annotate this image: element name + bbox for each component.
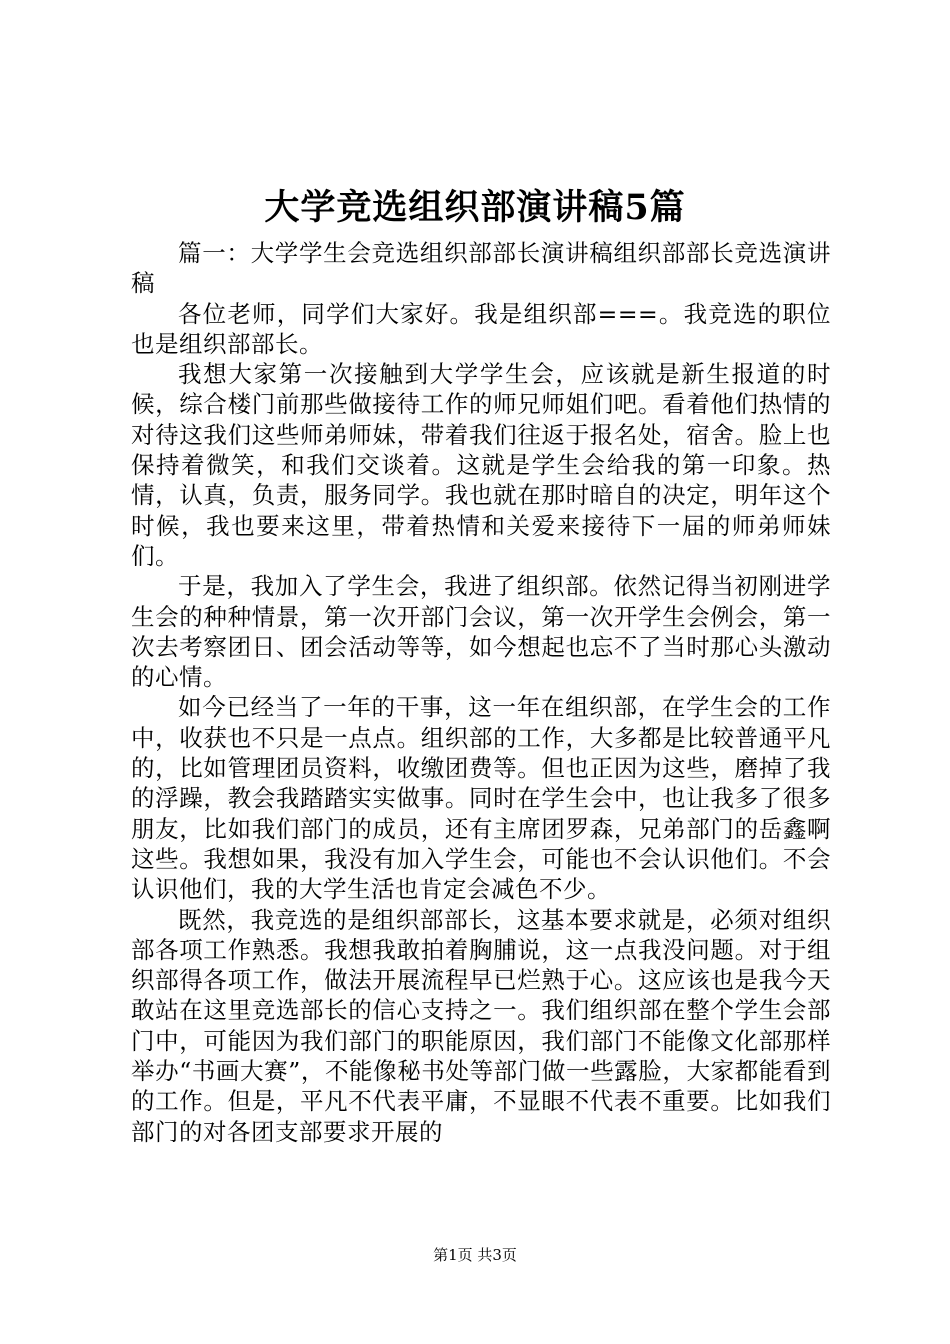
paragraph: 我想大家第一次接触到大学学生会，应该就是新生报道的时候，综合楼门前那些做接待工作的师兄师姐们吧。看着他们热情的对待这我们这些师弟师妹，带着我们往返于报名处，宿舍。脸上也保持着微笑，和我们交谈着。这就是学生会给我的第一印象。热情，认真，负责，服务同学。我也就在那时暗自的决定，明年这个时候，我也要来这里，带着热情和关爱来接待下一届的师弟师妹们。 (131, 360, 831, 570)
paragraph: 如今已经当了一年的干事，这一年在组织部，在学生会的工作中，收获也不只是一点点。组织部的工作，大多都是比较普通平凡的，比如管理团员资料，收缴团费等。但也正因为这些，磨掉了我的浮躁，教会我踏踏实实做事。同时在学生会中，也让我多了很多朋友，比如我们部门的成员，还有主席团罗森，兄弟部门的岳鑫啊这些。我想如果，我没有加入学生会，可能也不会认识他们。不会认识他们，我的大学生活也肯定会减色不少。 (131, 693, 831, 904)
paragraph-heading: 篇一：大学学生会竞选组织部部长演讲稿组织部部长竞选演讲稿 (131, 239, 831, 298)
paragraph: 各位老师，同学们大家好。我是组织部===。我竞选的职位也是组织部部长。 (131, 299, 831, 358)
page-number-footer: 第1页 共3页 (433, 1246, 517, 1264)
paragraph: 既然，我竞选的是组织部部长，这基本要求就是，必须对组织部各项工作熟悉。我想我敢拍着胸脯说，这一点我没问题。对于组织部得各项工作，做法开展流程早已烂熟于心。这应该也是我今天敢站在这里竞选部长的信心支持之一。我们组织部在整个学生会部门中，可能因为我们部门的职能原因，我们部门不能像文化部那样举办“书画大赛”，不能像秘书处等部门做一些露脸，大家都能看到的工作。但是，平凡不代表平庸，不显眼不代表不重要。比如我们部门的对各团支部要求开展的 (131, 905, 831, 1146)
paragraph: 于是，我加入了学生会，我进了组织部。依然记得当初刚进学生会的种种情景，第一次开部门会议，第一次开学生会例会，第一次去考察团日、团会活动等等，如今想起也忘不了当时那心头激动的心情。 (131, 572, 831, 692)
document-title: 大学竞选组织部演讲稿5篇 (264, 187, 686, 228)
document-body (131, 238, 831, 1147)
